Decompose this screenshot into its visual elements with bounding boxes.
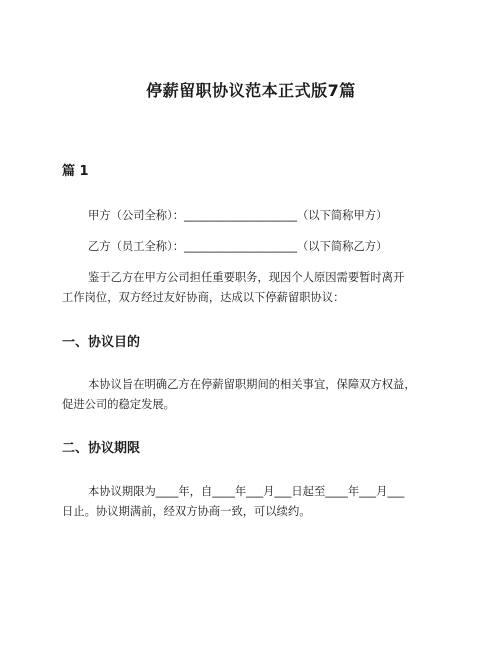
section1-line-1: 本协议旨在明确乙方在停薪留职期间的相关事宜，保障双方权益， (88, 378, 416, 391)
party-a-text: 甲方（公司全称）：____________________（以下简称甲方） (88, 209, 388, 222)
section2-line-2: 日止。协议期满前，经双方协商一致，可以续约。 (62, 505, 311, 518)
part-heading: 篇 1 (62, 164, 89, 179)
section2-paragraph (62, 482, 442, 522)
intro-line-2: 工作岗位，双方经过友好协商，达成以下停薪留职协议： (62, 291, 345, 304)
section1-heading: 一、协议目的 (62, 335, 141, 350)
document-title: 停薪留职协议范本正式版7篇 (146, 81, 356, 100)
section2-heading: 二、协议期限 (62, 441, 141, 456)
intro-line-1: 鉴于乙方在甲方公司担任重要职务，现因个人原因需要暂时离开 (88, 271, 405, 284)
section1-paragraph (62, 375, 442, 415)
party-b-text: 乙方（员工全称）：____________________（以下简称乙方） (88, 240, 388, 253)
party-b-line (62, 237, 442, 257)
intro-paragraph (62, 268, 442, 308)
party-a-line (62, 206, 442, 226)
section2-line-1: 本协议期限为____年，自____年___月___日起至____年___月___ (88, 485, 405, 498)
section1-line-2: 促进公司的稳定发展。 (62, 398, 175, 411)
